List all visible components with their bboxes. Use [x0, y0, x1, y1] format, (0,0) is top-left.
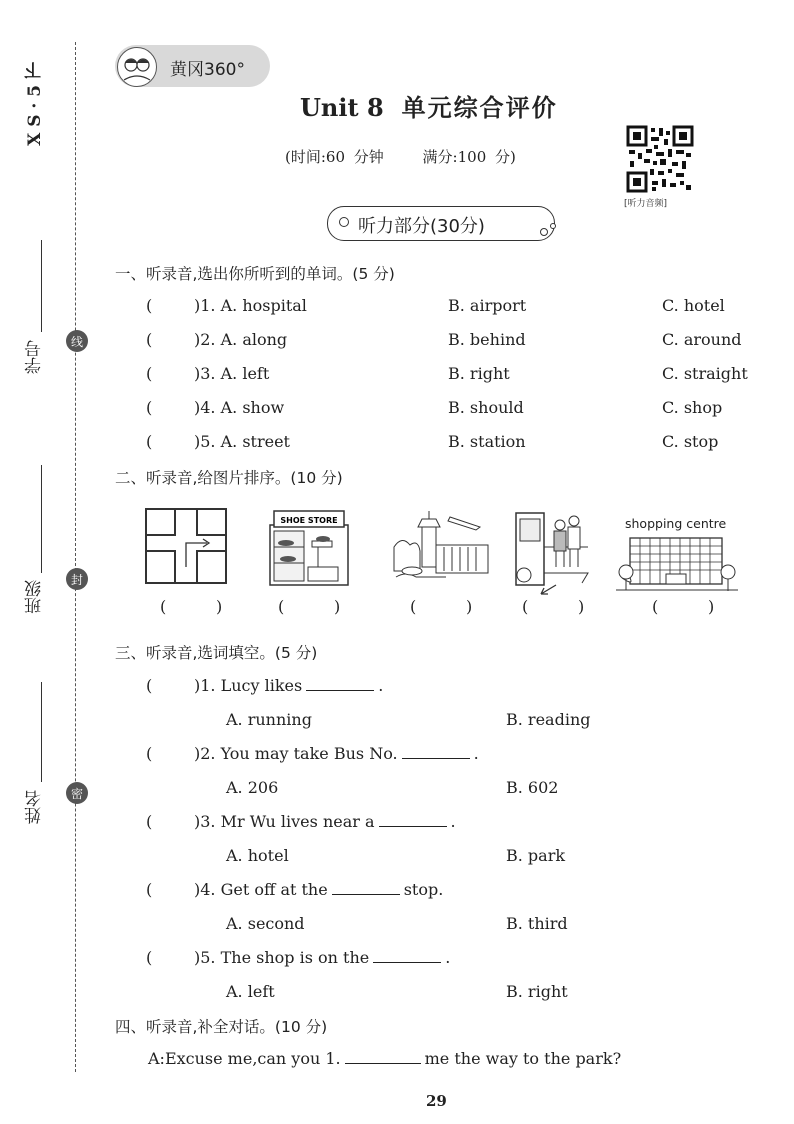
question-end: .	[378, 676, 384, 695]
question-paren[interactable]: (	[146, 812, 153, 831]
question-paren[interactable]: (	[146, 948, 153, 967]
shoe-store-label: SHOE STORE	[280, 516, 338, 525]
shopping-centre-picture	[616, 532, 738, 594]
choice-a: A. second	[226, 914, 305, 933]
dialogue-line-1-start: A:Excuse me,can you 1.	[148, 1049, 341, 1068]
choice-b: B. park	[506, 846, 566, 865]
choice-b: B. third	[506, 914, 568, 933]
brand-text: 黄冈360°	[170, 60, 245, 80]
answer-blank[interactable]	[402, 758, 470, 759]
answer-blank[interactable]	[345, 1063, 421, 1064]
option-a: )4. A. show	[194, 398, 285, 417]
shoe-store-picture	[268, 507, 350, 587]
title-cn: 单元综合评价	[401, 94, 558, 122]
option-b: B. right	[448, 364, 510, 383]
section3-title: 三、听录音,选词填空。(5 分)	[115, 644, 318, 662]
student-no-label: 学号	[25, 340, 45, 374]
question-stem: )3. Mr Wu lives near a	[194, 812, 375, 831]
time-info: (时间:60 分钟	[285, 148, 384, 166]
student-no-line	[41, 240, 42, 332]
unit-label: Unit 8	[300, 93, 384, 122]
choice-a: A. 206	[226, 778, 279, 797]
question-stem: )4. Get off at the	[194, 880, 328, 899]
banner-text: 听力部分(30分)	[358, 216, 485, 237]
option-a: )3. A. left	[194, 364, 270, 383]
brand-badge	[115, 45, 270, 87]
seal-line: 线	[66, 330, 88, 352]
question-text	[194, 812, 456, 831]
question-paren[interactable]: (	[146, 432, 153, 451]
question-stem: )2. You may take Bus No.	[194, 744, 398, 763]
answer-blank[interactable]	[373, 962, 441, 963]
choice-b: B. right	[506, 982, 568, 1001]
question-stem: )5. The shop is on the	[194, 948, 370, 967]
section1-title: 一、听录音,选出你所听到的单词。(5 分)	[115, 265, 395, 283]
dialogue-line-1-end: me the way to the park?	[424, 1049, 622, 1068]
class-line	[41, 465, 42, 573]
order-paren-left[interactable]: (	[278, 597, 285, 616]
question-paren[interactable]: (	[146, 364, 153, 383]
order-paren-right: )	[578, 597, 585, 616]
order-paren-left[interactable]: (	[652, 597, 659, 616]
option-c: C. straight	[662, 364, 748, 383]
banner-dot-right-small	[550, 223, 556, 229]
bus-stop-picture	[514, 507, 590, 587]
question-end: .	[450, 812, 456, 831]
order-paren-right: )	[216, 597, 223, 616]
choice-a: A. hotel	[226, 846, 289, 865]
answer-blank[interactable]	[306, 690, 374, 691]
choice-b: B. reading	[506, 710, 591, 729]
option-b: B. should	[448, 398, 524, 417]
order-paren-left[interactable]: (	[522, 597, 529, 616]
order-paren-left[interactable]: (	[160, 597, 167, 616]
option-c: C. around	[662, 330, 742, 349]
option-b: B. airport	[448, 296, 527, 315]
question-paren[interactable]: (	[146, 676, 153, 695]
page-number: 29	[426, 1092, 447, 1110]
seal-mi: 密	[66, 782, 88, 804]
kids-logo-icon	[117, 47, 157, 87]
question-paren[interactable]: (	[146, 744, 153, 763]
answer-blank[interactable]	[332, 894, 400, 895]
section2-title: 二、听录音,给图片排序。(10 分)	[115, 469, 343, 487]
page-title	[300, 88, 558, 123]
qr-code-icon[interactable]	[626, 125, 694, 193]
option-c: C. hotel	[662, 296, 725, 315]
order-paren-right: )	[708, 597, 715, 616]
option-a: )2. A. along	[194, 330, 288, 349]
name-label: 姓名	[25, 790, 45, 824]
question-text	[194, 676, 383, 695]
question-text	[194, 880, 443, 899]
book-code: X S · 5 下	[25, 62, 45, 146]
question-paren[interactable]: (	[146, 880, 153, 899]
option-c: C. shop	[662, 398, 723, 417]
shopping-centre-label: shopping centre	[625, 516, 727, 531]
binding-dashed-line	[75, 42, 76, 1072]
question-paren[interactable]: (	[146, 296, 153, 315]
banner-dot-right	[540, 228, 548, 236]
banner-dot-left	[339, 217, 349, 227]
order-paren-right: )	[466, 597, 473, 616]
choice-b: B. 602	[506, 778, 559, 797]
option-b: B. behind	[448, 330, 526, 349]
question-paren[interactable]: (	[146, 330, 153, 349]
question-stem: )1. Lucy likes	[194, 676, 303, 695]
score-info: 满分:100 分)	[422, 148, 516, 166]
section4-title: 四、听录音,补全对话。(10 分)	[115, 1018, 328, 1036]
seal-feng: 封	[66, 568, 88, 590]
option-c: C. stop	[662, 432, 719, 451]
option-b: B. station	[448, 432, 526, 451]
option-a: )5. A. street	[194, 432, 290, 451]
arrow-icon	[538, 584, 558, 596]
question-end: .	[473, 744, 479, 763]
qr-caption: [听力音频]	[624, 199, 668, 209]
dialogue-line-1	[148, 1049, 621, 1068]
airport-picture	[390, 507, 492, 587]
question-text	[194, 948, 450, 967]
question-end: stop.	[403, 880, 444, 899]
exam-info	[285, 146, 516, 167]
order-paren-right: )	[334, 597, 341, 616]
choice-a: A. running	[226, 710, 312, 729]
choice-a: A. left	[226, 982, 275, 1001]
question-paren[interactable]: (	[146, 398, 153, 417]
name-line	[41, 682, 42, 782]
question-end: .	[445, 948, 451, 967]
answer-blank[interactable]	[379, 826, 447, 827]
street-map-picture	[145, 507, 227, 587]
order-paren-left[interactable]: (	[410, 597, 417, 616]
question-text	[194, 744, 479, 763]
option-a: )1. A. hospital	[194, 296, 307, 315]
class-label: 班级	[25, 580, 45, 614]
